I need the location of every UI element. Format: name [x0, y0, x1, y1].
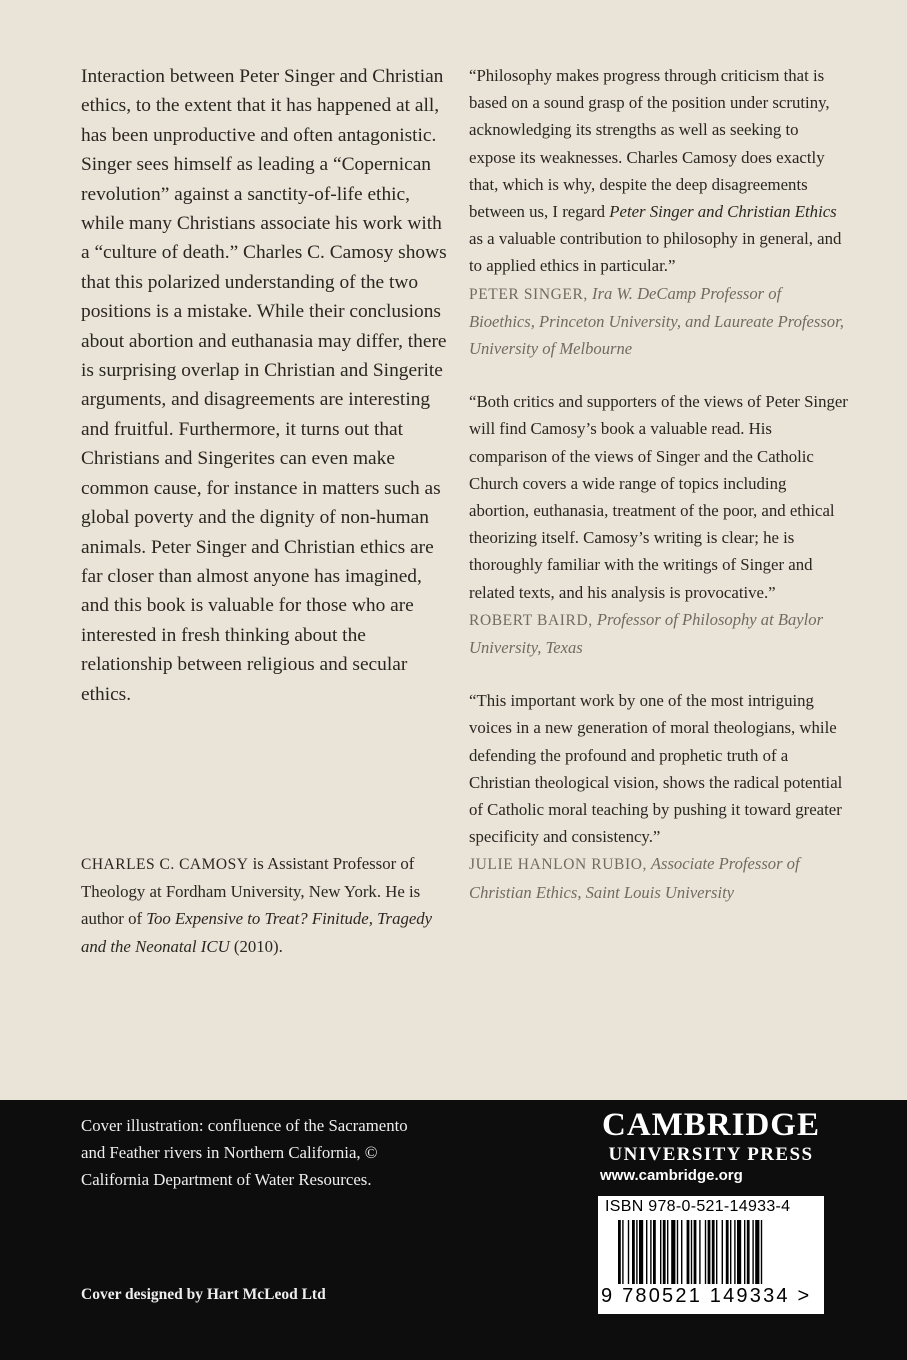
bio-text-end: (2010).	[229, 936, 283, 956]
endorser-name: PETER SINGER,	[469, 285, 588, 303]
endorser-name: JULIE HANLON RUBIO,	[469, 856, 648, 874]
endorser-name: ROBERT BAIRD,	[469, 611, 593, 629]
blurb-paragraph: Interaction between Peter Singer and Christian ethics, to the extent that it has happened at all, has been unproductive and often antagonistic. Singer sees himself as leading a “Copernican revolution” against a sanctity-of-life ethic, while many Christians associate his work with a “culture of death.” Charles C. Camosy shows that this polarized understanding of the two positions is a mistake. While their conclusions about abortion and euthanasia may differ, there is surprising overlap in Christian and Singerite arguments, and disagreements are interesting and fruitful. Furthermore, it turns out that Christians and Singerites can even make common cause, for instance in matters such as global poverty and the dignity of non-human animals. Peter Singer and Christian ethics are far closer than almost anyone has imagined, and this book is valuable for those who are interested in fresh thinking about the relationship between religious and secular ethics.	[81, 66, 447, 705]
quote-text: “Both critics and supporters of the views of Peter Singer will find Camosy’s book a valuable read. His comparison of the views of Singer and the Catholic Church covers a wide range of topics including abortion, euthanasia, treatment of the poor, and ethical theorizing itself. Camosy’s writing is clear; he is thoroughly familiar with the writings of Singer and related texts, and his analysis is provocative.”	[469, 392, 848, 602]
quote-text: “This important work by one of the most intriguing voices in a new generation of moral theologians, while defending the profound and prophetic truth of a Christian theological vision, shows the radical potential of Catholic moral teaching by pushing it toward greater specificity and consistency.”	[469, 691, 843, 847]
author-bio	[81, 850, 451, 960]
isbn-number: ISBN 978-0-521-14933-4	[605, 1198, 791, 1215]
publisher-name: CAMBRIDGE	[601, 1107, 820, 1143]
endorsement-attribution	[469, 850, 849, 905]
endorser-affiliation: Ira W. DeCamp Professor of Bioethics, Princeton University, and Laureate Professor, University of Melbourne	[469, 283, 844, 359]
quote-text: “Philosophy makes progress through criticism that is based on a sound grasp of the position under scrutiny, acknowledging its strengths as well as seeking to expose its weaknesses. Charles Camosy does exactly that, which is why, despite the deep disagreements between us, I regard	[469, 66, 830, 222]
author-name: CHARLES C. CAMOSY	[81, 856, 249, 873]
endorsements	[469, 62, 849, 932]
bio-text: is Assistant Professor of Theology at Fordham University, New York. He is author of	[81, 854, 421, 929]
previous-book-title: Too Expensive to Treat? Finitude, Tragedy and the Neonatal ICU	[81, 909, 433, 956]
barcode-bars	[618, 1220, 814, 1288]
barcode-digits: 9 780521 149334 >	[601, 1285, 812, 1307]
cover-designer-credit: Cover designed by Hart McLeod Ltd	[81, 1286, 326, 1303]
endorsement-baird	[469, 388, 849, 661]
endorser-affiliation: Associate Professor of Christian Ethics, Saint Louis University	[469, 854, 800, 902]
publisher-logo	[598, 1106, 824, 1166]
endorser-affiliation: Professor of Philosophy at Baylor University, Texas	[469, 609, 824, 658]
quote-text-end: as a valuable contribution to philosophy in general, and to applied ethics in particular.”	[469, 229, 842, 276]
endorsement-singer	[469, 62, 849, 362]
endorsement-attribution	[469, 606, 849, 661]
endorsement-text	[469, 62, 849, 280]
isbn-barcode	[598, 1196, 824, 1314]
endorsement-text	[469, 388, 849, 606]
book-title: Peter Singer and Christian Ethics	[609, 202, 837, 222]
footer-band	[0, 1100, 907, 1360]
cover-illustration-credit: Cover illustration: confluence of the Sacramento and Feather rivers in Northern California, © California Department of Water Resources.	[81, 1116, 408, 1190]
endorsement-text	[469, 687, 849, 850]
publisher-subtitle: UNIVERSITY PRESS	[608, 1144, 814, 1165]
publisher-url[interactable]: www.cambridge.org	[600, 1167, 743, 1184]
endorsement-rubio	[469, 687, 849, 906]
endorsement-attribution	[469, 280, 849, 363]
